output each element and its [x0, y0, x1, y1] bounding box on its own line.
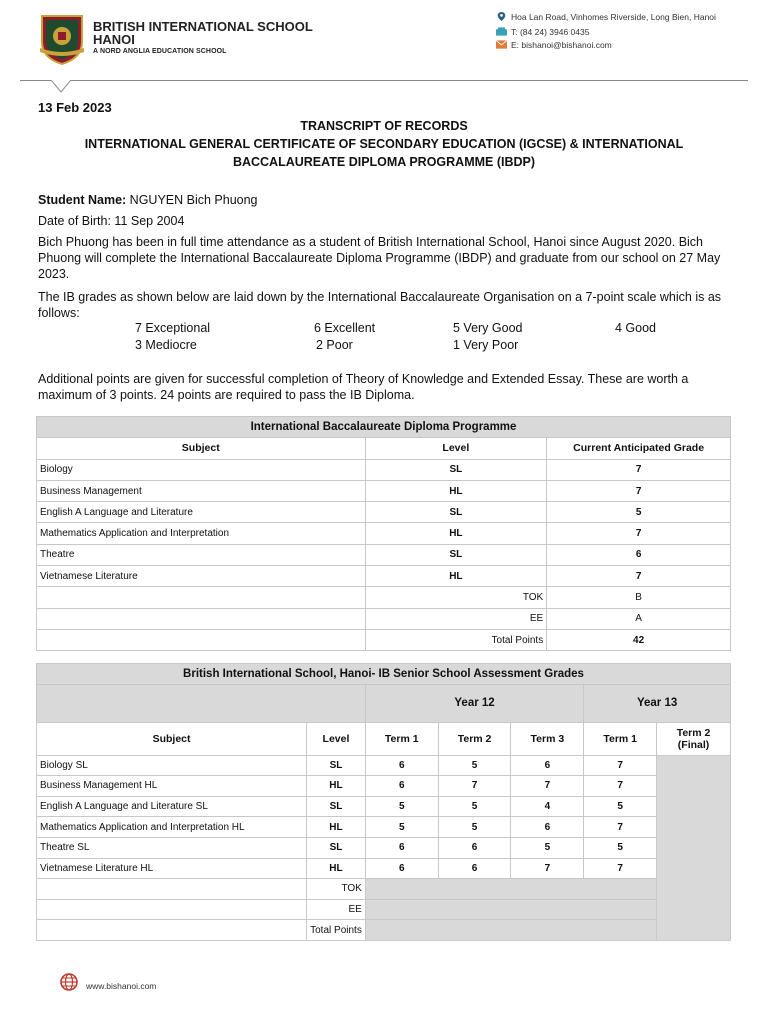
- level-cell: SL: [365, 459, 547, 480]
- document-date: 13 Feb 2023: [38, 100, 112, 115]
- grade-cell: 7: [511, 858, 584, 879]
- grade-cell: 5: [584, 796, 657, 817]
- subject-cell: Theatre: [37, 544, 366, 565]
- grade-cell: 7: [584, 858, 657, 879]
- address-text: Hoa Lan Road, Vinhomes Riverside, Long Bien, Hanoi: [511, 12, 716, 22]
- total-row: [37, 920, 731, 941]
- table-row: [37, 502, 731, 523]
- subject-cell: Theatre SL: [37, 837, 307, 858]
- scale-2: 2 Poor: [316, 338, 353, 352]
- level-cell: SL: [365, 502, 547, 523]
- table-row: [37, 566, 731, 587]
- grade-cell: 7: [584, 755, 657, 776]
- level-cell: SL: [365, 544, 547, 565]
- website-link[interactable]: www.bishanoi.com: [86, 981, 157, 991]
- grade-cell: 6: [365, 858, 438, 879]
- table-row: [37, 480, 731, 501]
- grade-cell: 7: [547, 523, 731, 544]
- subject-cell: Vietnamese Literature HL: [37, 858, 307, 879]
- assessment-grades-table: [36, 663, 731, 941]
- subject-cell: Biology SL: [37, 755, 307, 776]
- phone-line: [496, 27, 589, 37]
- ibdp-table-title: International Baccalaureate Diploma Programme: [37, 417, 731, 438]
- grade-cell: 5: [438, 755, 511, 776]
- tok-value: B: [547, 587, 731, 608]
- date-of-birth: Date of Birth: 11 Sep 2004: [38, 214, 185, 228]
- subject-cell: Biology: [37, 459, 366, 480]
- tok-label: TOK: [365, 587, 547, 608]
- table-row: [37, 858, 731, 879]
- col-y12-term2: Term 2: [438, 722, 511, 755]
- subject-cell: Business Management: [37, 480, 366, 501]
- grade-cell: 5: [438, 817, 511, 838]
- phone-icon: [496, 27, 507, 36]
- col-subject: Subject: [37, 722, 307, 755]
- col-subject: Subject: [37, 438, 366, 459]
- ee-value: A: [547, 608, 731, 629]
- grade-cell: 6: [438, 858, 511, 879]
- subject-cell: English A Language and Literature SL: [37, 796, 307, 817]
- level-cell: HL: [365, 480, 547, 501]
- scale-7: 7 Exceptional: [135, 321, 211, 335]
- level-cell: HL: [307, 858, 366, 879]
- grade-cell: 6: [365, 776, 438, 797]
- col-y12-term3: Term 3: [511, 722, 584, 755]
- level-cell: SL: [307, 837, 366, 858]
- ibdp-grades-table: [36, 416, 731, 651]
- col-y13-term1: Term 1: [584, 722, 657, 755]
- grade-cell: 6: [511, 755, 584, 776]
- ee-label: EE: [307, 899, 366, 920]
- table-row: [37, 776, 731, 797]
- total-row: [37, 629, 731, 650]
- school-crest-logo: [38, 12, 86, 66]
- phone-text: T: (84 24) 3946 0435: [511, 27, 590, 37]
- location-pin-icon: [496, 12, 507, 21]
- col-y12-term1: Term 1: [365, 722, 438, 755]
- ee-row: [37, 608, 731, 629]
- scale-6: 6 Excellent: [314, 321, 376, 335]
- table-row: [37, 796, 731, 817]
- table-row: [37, 459, 731, 480]
- grade-cell: 5: [547, 502, 731, 523]
- col-level: Level: [365, 438, 547, 459]
- table-row: [37, 837, 731, 858]
- table-row: [37, 544, 731, 565]
- level-cell: HL: [307, 776, 366, 797]
- school-name: BRITISH INTERNATIONAL SCHOOL HANOI: [93, 19, 313, 47]
- subject-cell: Business Management HL: [37, 776, 307, 797]
- tok-label: TOK: [307, 879, 366, 900]
- header-notch-decoration: [51, 80, 71, 94]
- email-text: E: bishanoi@bishanoi.com: [511, 40, 612, 50]
- globe-icon: [60, 973, 78, 991]
- email-icon: [496, 40, 507, 49]
- student-name: NGUYEN Bich Phuong: [126, 193, 258, 207]
- title-line-1: TRANSCRIPT OF RECORDS: [300, 119, 468, 133]
- year-13-header: Year 13: [584, 684, 731, 722]
- document-title: [38, 117, 730, 171]
- level-cell: SL: [307, 755, 366, 776]
- level-cell: HL: [365, 566, 547, 587]
- ee-label: EE: [365, 608, 547, 629]
- ee-row: [37, 899, 731, 920]
- grade-cell: 5: [511, 837, 584, 858]
- student-name-label: Student Name:: [38, 193, 127, 207]
- table-row: [37, 523, 731, 544]
- grades-intro-paragraph: The IB grades as shown below are laid down by the International Baccalaureate Organisation on a 7-point scale which is as follows:: [38, 290, 722, 320]
- grade-cell: 6: [438, 837, 511, 858]
- title-line-2: INTERNATIONAL GENERAL CERTIFICATE OF SECONDARY EDUCATION (IGCSE) & INTERNATIONAL: [84, 137, 684, 151]
- col-anticipated-grade: Current Anticipated Grade: [547, 438, 731, 459]
- grade-cell: 5: [584, 837, 657, 858]
- subject-cell: English A Language and Literature: [37, 502, 366, 523]
- email-line[interactable]: [496, 40, 612, 50]
- grade-cell: 4: [511, 796, 584, 817]
- grade-cell: 6: [365, 755, 438, 776]
- grade-cell: 7: [547, 459, 731, 480]
- grade-cell: 6: [547, 544, 731, 565]
- grade-cell: 5: [438, 796, 511, 817]
- grade-cell: 7: [547, 480, 731, 501]
- grade-cell: 7: [438, 776, 511, 797]
- subject-cell: Vietnamese Literature: [37, 566, 366, 587]
- level-cell: HL: [365, 523, 547, 544]
- subject-cell: Mathematics Application and Interpretation HL: [37, 817, 307, 838]
- scale-3: 3 Mediocre: [135, 338, 197, 352]
- assessment-table-title: British International School, Hanoi- IB Senior School Assessment Grades: [37, 664, 731, 685]
- grade-cell: 7: [584, 817, 657, 838]
- school-subtitle: A NORD ANGLIA EDUCATION SCHOOL: [93, 48, 227, 55]
- address-line: [496, 12, 716, 22]
- col-y13-term2-final: Term 2 (Final): [657, 722, 731, 755]
- additional-points-paragraph: Additional points are given for successful completion of Theory of Knowledge and Extended Essay. These are worth a maximum of 3 points. 24 points are required to pass the IB Diploma.: [38, 372, 689, 402]
- header-divider: [20, 80, 748, 81]
- student-name-line: [38, 192, 733, 208]
- total-label: Total Points: [365, 629, 547, 650]
- grade-cell: 6: [365, 837, 438, 858]
- tok-row: [37, 879, 731, 900]
- grade-cell: 7: [584, 776, 657, 797]
- scale-1: 1 Very Poor: [453, 338, 519, 352]
- level-cell: HL: [307, 817, 366, 838]
- col-level: Level: [307, 722, 366, 755]
- grade-cell: 7: [547, 566, 731, 587]
- grade-cell: 5: [365, 817, 438, 838]
- total-value: 42: [547, 629, 731, 650]
- table-row: [37, 755, 731, 776]
- term2-final-empty: [657, 755, 731, 940]
- table-row: [37, 817, 731, 838]
- title-line-3: BACCALAUREATE DIPLOMA PROGRAMME (IBDP): [232, 155, 536, 169]
- subject-cell: Mathematics Application and Interpretation: [37, 523, 366, 544]
- level-cell: SL: [307, 796, 366, 817]
- tok-row: [37, 587, 731, 608]
- attendance-paragraph: Bich Phuong has been in full time attendance as a student of British International School, Hanoi since August 2020. Bich Phuong will complete the International Baccalaureate Diploma Programme (IBDP) and graduate from our school on 27 May 2023.: [38, 235, 721, 281]
- year-12-header: Year 12: [365, 684, 583, 722]
- total-label: Total Points: [307, 920, 366, 941]
- grade-cell: 6: [511, 817, 584, 838]
- scale-5: 5 Very Good: [453, 321, 523, 335]
- grade-cell: 7: [511, 776, 584, 797]
- scale-4: 4 Good: [615, 321, 657, 335]
- grade-cell: 5: [365, 796, 438, 817]
